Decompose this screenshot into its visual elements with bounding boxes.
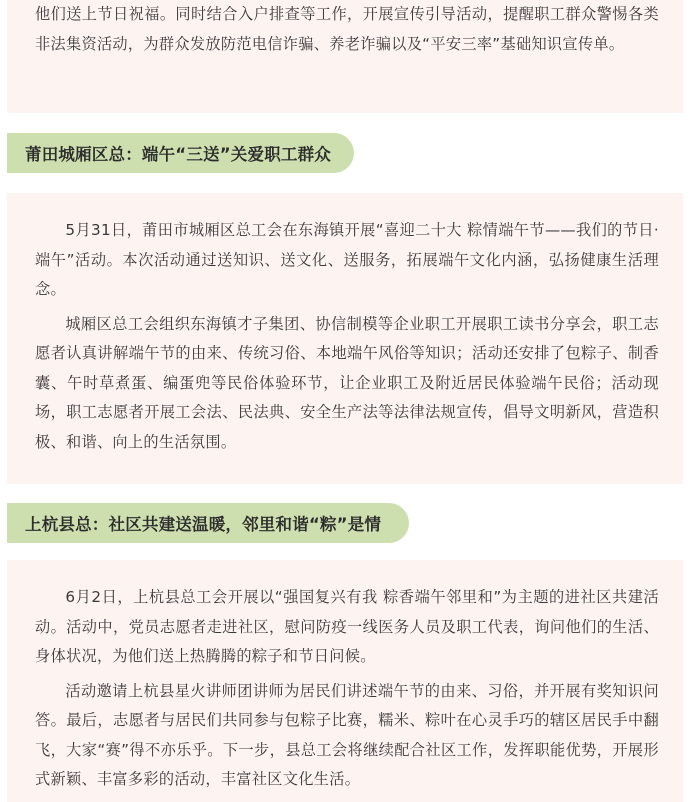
section-heading-text: 上杭县总：社区共建送温暖，邻里和谐“粽”是情: [25, 515, 382, 534]
intro-paragraph: 他们送上节日祝福。同时结合入户排查等工作，开展宣传引导活动，提醒职工群众警惕各类非法集资活动，为群众发放防范电信诈骗、养老诈骗以及“平安三率”基础知识宣传单。: [35, 5, 659, 53]
body-paragraph: 活动邀请上杭县星火讲师团讲师为居民们讲述端午节的由来、习俗，并开展有奖知识问答。最后，志愿者与居民们共同参与包粽子比赛，糯米、粽叶在心灵手巧的辖区居民手中翻飞，大家“赛”得不亦乐乎。下一步，县总工会将继续配合社区工作，发挥职能优势，开展形式新颖、丰富多彩的活动，丰富社区文化生活。: [35, 681, 659, 788]
section-card-shanghang: [7, 560, 683, 802]
section-heading-chengxiang: [7, 133, 354, 173]
body-paragraph: 5月31日，莆田市城厢区总工会在东海镇开展“喜迎二十大 粽情端午节——我们的节日·端午”活动。本次活动通过送知识、送文化、送服务，拓展端午文化内涵，弘扬健康生活理念。: [35, 221, 659, 298]
section-card-chengxiang: [7, 193, 683, 484]
intro-card: [7, 0, 683, 113]
body-paragraph: 6月2日，上杭县总工会开展以“强国复兴有我 粽香端午邻里和”为主题的进社区共建活动。活动中，党员志愿者走进社区，慰问防疫一线医务人员及职工代表，询问他们的生活、身体状况，为他们送上热腾腾的粽子和节日问候。: [35, 588, 659, 665]
section-heading-text: 莆田城厢区总：端午“三送”关爱职工群众: [25, 145, 331, 164]
section-heading-shanghang: [7, 503, 409, 543]
body-paragraph: 城厢区总工会组织东海镇才子集团、协信制模等企业职工开展职工读书分享会，职工志愿者认真讲解端午节的由来、传统习俗、本地端午风俗等知识；活动还安排了包粽子、制香囊、午时草煮蛋、编蛋兜等民俗体验环节，让企业职工及附近居民体验端午民俗；活动现场，职工志愿者开展工会法、民法典、安全生产法等法律法规宣传，倡导文明新风，营造积极、和谐、向上的生活氛围。: [35, 314, 659, 451]
